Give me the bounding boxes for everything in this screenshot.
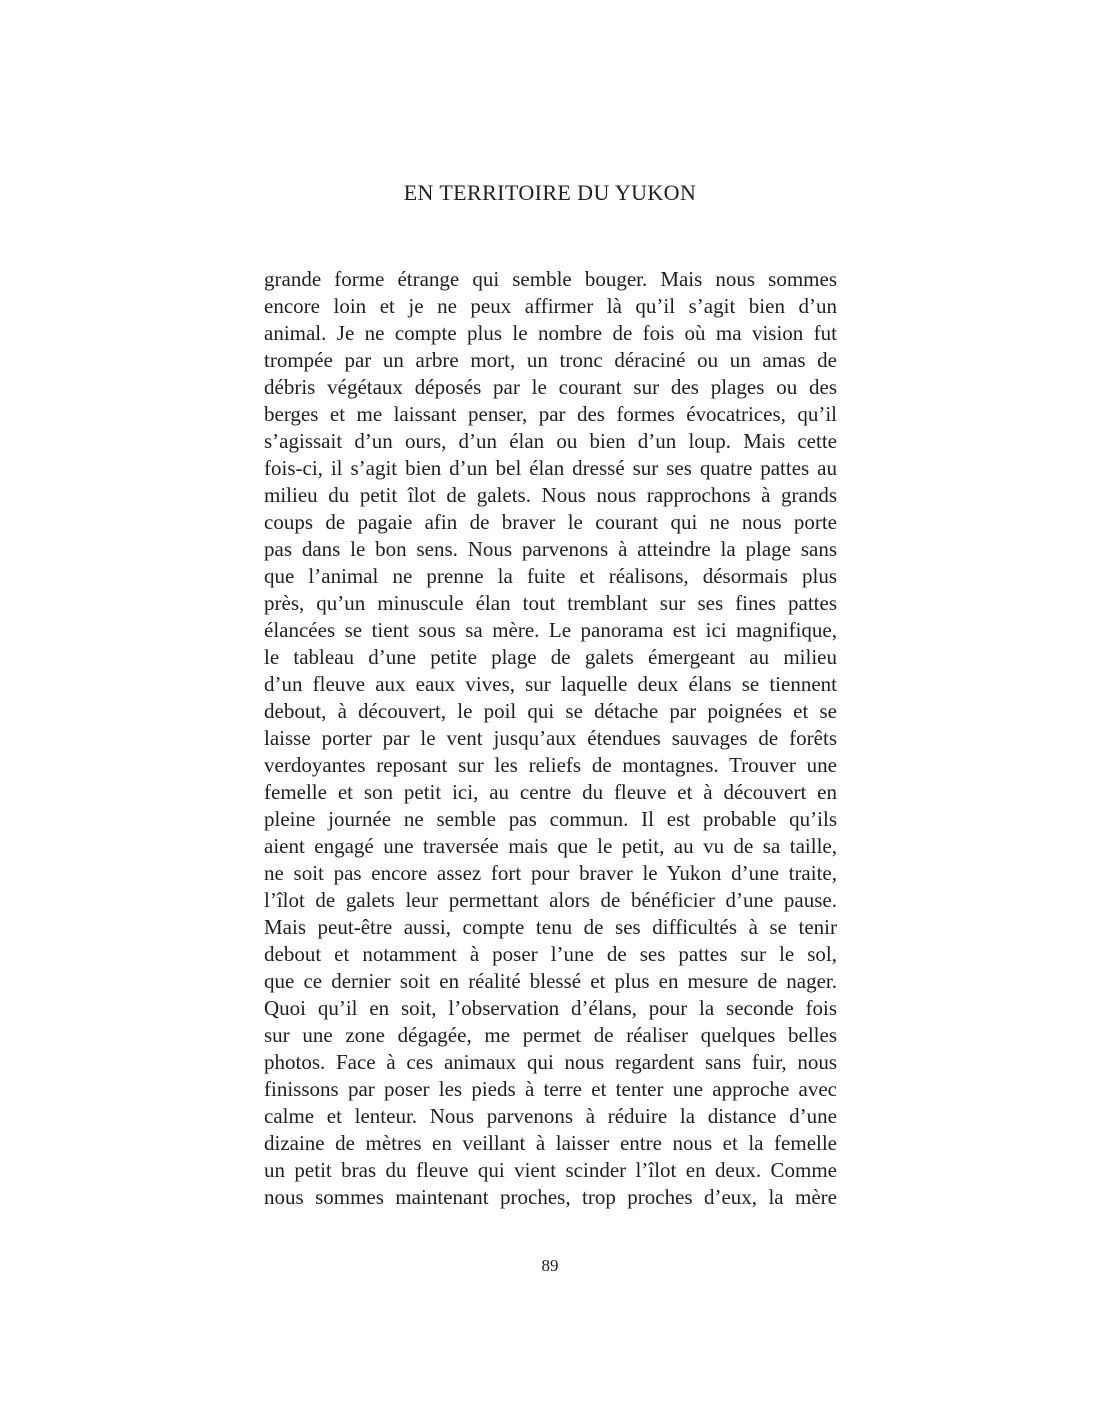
text-line: encore loin et je ne peux affirmer là qu’il s’agit bien d’un [264,294,837,318]
text-line: près, qu’un minuscule élan tout tremblant sur ses fines pattes [264,591,837,615]
text-line: débris végétaux déposés par le courant sur des plages ou des [264,375,837,399]
text-line: milieu du petit îlot de galets. Nous nous rapprochons à grands [264,483,837,507]
text-line: ne soit pas encore assez fort pour braver le Yukon d’une traite, [264,861,837,885]
text-line: verdoyantes reposant sur les reliefs de montagnes. Trouver une [264,753,837,777]
text-line: laisse porter par le vent jusqu’aux étendues sauvages de forêts [264,726,837,750]
text-line: un petit bras du fleuve qui vient scinder l’îlot en deux. Comme [264,1158,837,1182]
text-line: animal. Je ne compte plus le nombre de fois où ma vision fut [264,321,837,345]
text-line: debout, à découvert, le poil qui se détache par poignées et se [264,699,837,723]
text-line: photos. Face à ces animaux qui nous regardent sans fuir, nous [264,1050,837,1074]
running-head: EN TERRITOIRE DU YUKON [403,180,697,205]
text-line: sur une zone dégagée, me permet de réaliser quelques belles [264,1023,837,1047]
text-line: Mais peut-être aussi, compte tenu de ses difficultés à se tenir [264,915,837,939]
text-line: Quoi qu’il en soit, l’observation d’élans, pour la seconde fois [264,996,837,1020]
text-line: élancées se tient sous sa mère. Le panorama est ici magnifique, [264,618,837,642]
text-line: berges et me laissant penser, par des formes évocatrices, qu’il [264,402,837,426]
text-line: femelle et son petit ici, au centre du fleuve et à découvert en [264,780,837,804]
text-line: pas dans le bon sens. Nous parvenons à atteindre la plage sans [264,537,837,561]
body-text [264,266,837,1211]
text-line: l’îlot de galets leur permettant alors de bénéficier d’une pause. [264,888,837,912]
text-line: dizaine de mètres en veillant à laisser entre nous et la femelle [264,1131,837,1155]
text-line: s’agissait d’un ours, d’un élan ou bien d’un loup. Mais cette [264,429,837,453]
page-number: 89 [541,1256,559,1275]
text-line: que l’animal ne prenne la fuite et réalisons, désormais plus [264,564,837,588]
text-line: finissons par poser les pieds à terre et tenter une approche avec [264,1077,837,1101]
text-line: debout et notamment à poser l’une de ses pattes sur le sol, [264,942,837,966]
text-line: nous sommes maintenant proches, trop proches d’eux, la mère [264,1185,837,1209]
text-line: aient engagé une traversée mais que le petit, au vu de sa taille, [264,834,837,858]
text-line: grande forme étrange qui semble bouger. Mais nous sommes [264,267,837,291]
text-line: fois-ci, il s’agit bien d’un bel élan dressé sur ses quatre pattes au [264,456,837,480]
text-line: que ce dernier soit en réalité blessé et plus en mesure de nager. [264,969,837,993]
text-line: pleine journée ne semble pas commun. Il est probable qu’ils [264,807,837,831]
text-line: d’un fleuve aux eaux vives, sur laquelle deux élans se tiennent [264,672,837,696]
text-line: le tableau d’une petite plage de galets émergeant au milieu [264,645,837,669]
text-line: calme et lenteur. Nous parvenons à réduire la distance d’une [264,1104,837,1128]
text-line: coups de pagaie afin de braver le courant qui ne nous porte [264,510,837,534]
text-line: trompée par un arbre mort, un tronc déraciné ou un amas de [264,348,837,372]
